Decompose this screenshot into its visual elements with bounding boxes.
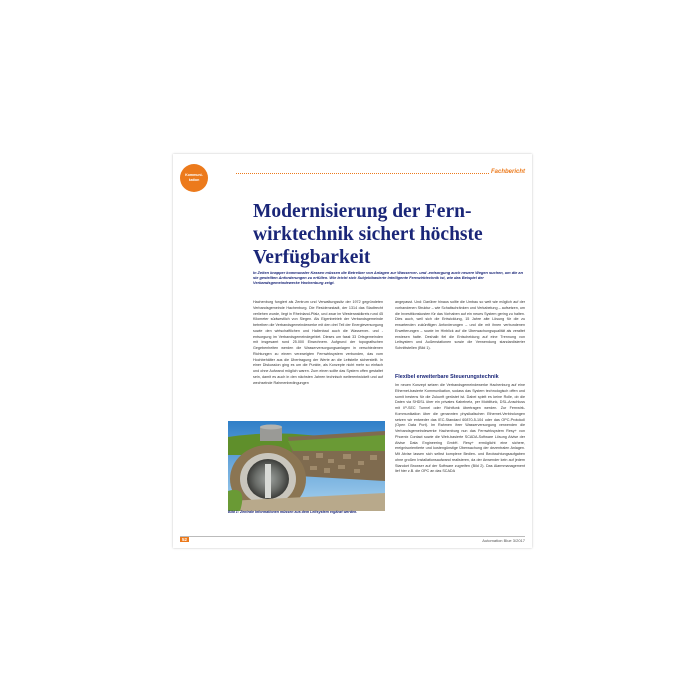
article-photo <box>228 421 385 542</box>
badge-line-1: Kommuni- <box>185 173 203 177</box>
magazine-page <box>173 154 532 548</box>
section-divider <box>236 173 525 174</box>
badge-line-2: kation <box>188 178 200 182</box>
article-headline: Modernisierung der Fern- wirktechnik sichert höchste Verfügbarkeit <box>253 201 483 268</box>
stone-culvert-photo <box>228 421 385 511</box>
category-badge <box>180 164 208 192</box>
section-subheading: Flexibel erweiterbare Steuerungstechnik <box>395 374 499 380</box>
footer-divider <box>180 536 525 537</box>
magazine-footer: Automation Blue 3/2017 <box>482 538 525 543</box>
body-column-2-continued: Im neuen Konzept setzen die Verbandsgemeindewerke Hachenburg auf eine Ethernet-basierte Kommunikation, sodass das System technologisch offen und somit bestens für die Zukunft gerüstet ist. Dabei spielt es keine Rolle, ob die Daten via SHDSL über ein privates Kabelnetz, per Mobilfunk, DSL-Anschluss mit IP-SEC Tunnel oder Richtfunk übertragen werden. Zur Fernwirk-Kommunikation über die genannten physikalischen Ethernet-Verbindungen setzen wir entweder das IEC-Standard 60870-5-104 oder das OPC-Protokoll (Open Data Port). Im Rahmen ihrer Wasserversorgung verwenden die Verbandsgemeindewerke Hachenburg nun das Fernwirksystem Resy+ von Phoenix Contact sowie die Web-basierte SCADA-Software Lösung Atvise der Atvise Data Engineering GmbH. Resy+ ermöglicht eine sichere, ereignisorientierte und kostengünstige Überwachung der dezentralen Anlagen. Mit Atvise lassen sich selbst komplexe Bedien- und Beobachtungsaufgaben ohne großen Installationsaufwand realisieren, da der Anwender kein auf jedem Standort Browser auf der Software zugreifen (Bild 2). Das Alarmmanagement lief hier z.B. die OPC an das SCADA <box>395 383 525 474</box>
page-number: 52 <box>182 537 188 542</box>
body-column-1: Hachenburg fungiert als Zentrum und Verwaltungssitz der 1972 gegründeten Verbandsgemeinde Hachenburg. Die Residenzstadt, der 1314 das Stadtrecht verliehen wurde, liegt in Rheinland-Pfalz, und zwar im Westerwaldkreis rund 45 Kilometer südwestlich von Siegen. Als Eigenbetrieb der Verbandsgemeinde betreiben die Verbandsgemeindewerke mit den drei Teil der Energieversorgung sowie den wirtschaftlichen und Hallenbad auch die Wasserver- und -entsorgung im Verbandsgemeindegebiet. Dieses um fasst 33 Ortsgemeinden mit insgesamt rund 25.000 Einwohnern. Aufgrund der topografischen Gegebenheiten werden die Wasserversorgungsanlagen in verschiedenen Richtungen zu einem verzweigten Fernwirksystem verbunden, das vom Hochbehälter aus die Übertragung der Werte an die Leitstelle sicherstellt. In einer Diskussion ging es um die Punkte, als Konzepte nicht mehr so einfach und ohne Aufwand möglich waren. Zum einen sollte das System offen gestaltet sein, damit es auch in den nächsten Jahren technisch weiterentwickelt und auf wechselnde Rahmenbedingungen <box>253 300 383 385</box>
section-label: Fachbericht <box>490 169 525 175</box>
article-lead: In Zeiten knapper kommunaler Kassen müssen die Betreiber von Anlagen zur Wasserver- und -entsorgung auch neuere Wegen suchen, um die an sie gestellten Anforderungen zu erfüllen. Wie leicht sich Subjektbasierte Intelligente Fernwirktechnik ist, wie das Beispiel der Verbandsgemeindewerke Hachenburg zeigt. <box>253 270 523 286</box>
body-column-2: angepasst. Und: Darüber hinaus sollte die Umbau so weit wie möglich auf der vorhandenen Struktur – wie Schaltschränken und Verkabelung – aufsetzen, um die Investitionskosten für das Vorhaben auf ein neues System gering zu halten. Dies auch, weil sich die Entwicklung, 15 Jahre alte Lösung für die zu erwartenden zukünftigen Anforderungen – und die mit ihnen verbundenen Erweiterungen – sowie im Hinblick auf die Überwachungsqualität als veraltet erwiesen hatte. Deshalb fiel die Entscheidung auf eine Trennung von Leitsystem und Außenstationen sowie die Verwendung standardisierter Schnittstellen (Bild 1). <box>395 300 525 350</box>
photo-caption: Bild 1: Zentrale Informationen müssen aus dem Leitsystem ergänzt werden. <box>228 510 358 514</box>
